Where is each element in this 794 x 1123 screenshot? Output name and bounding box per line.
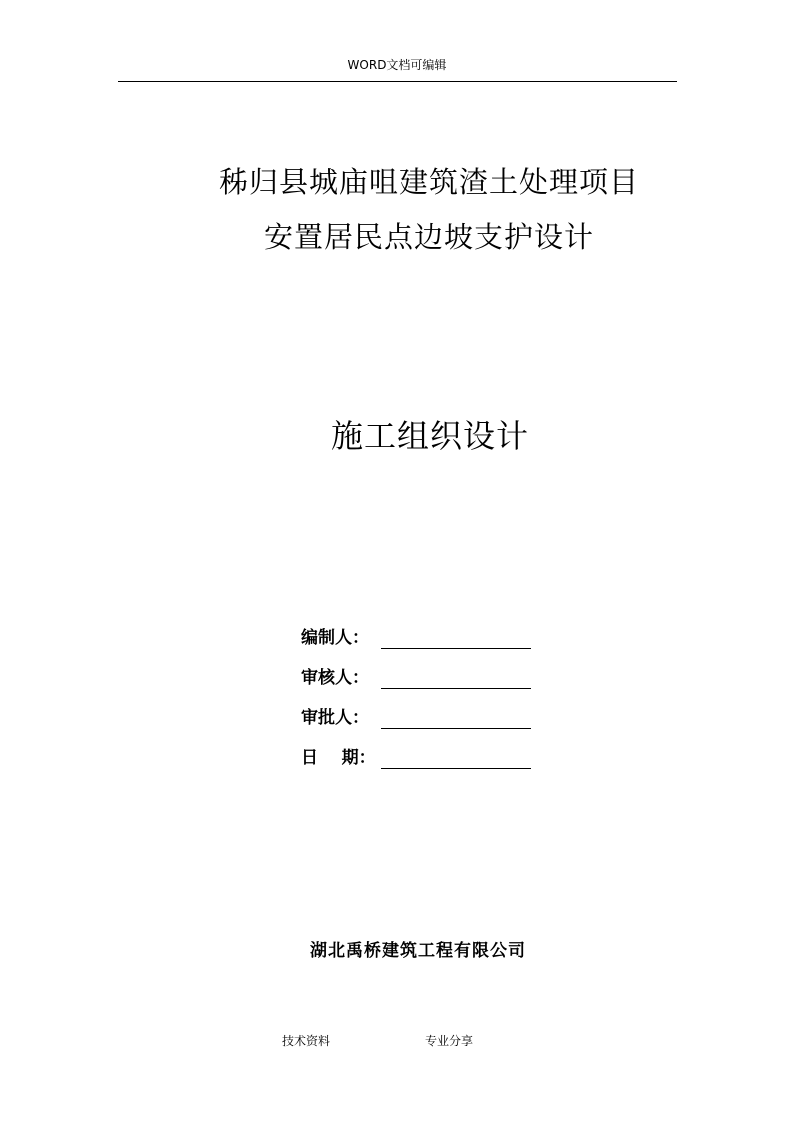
signature-label-approver: 审批人：: [301, 708, 369, 728]
signature-label-editor: 编制人：: [301, 628, 369, 648]
signature-blank-date: [381, 768, 531, 769]
document-subtitle: 施工组织设计: [330, 417, 529, 455]
signature-blank-editor: [381, 648, 531, 649]
signature-blank-approver: [381, 728, 531, 729]
company-name: 湖北禹桥建筑工程有限公司: [310, 941, 526, 961]
footer-left-text: 技术资料: [282, 1034, 331, 1048]
signature-label-date: 日 期：: [301, 748, 376, 768]
signature-label-reviewer: 审核人：: [301, 668, 369, 688]
document-title-line-2: 安置居民点边坡支护设计: [263, 220, 594, 254]
header-rule: [118, 81, 677, 82]
document-title-line-1: 秭归县城庙咀建筑渣土处理项目: [218, 165, 639, 199]
page-header-text: WORD文档可编辑: [347, 58, 447, 72]
signature-blank-reviewer: [381, 688, 531, 689]
footer-right-text: 专业分享: [425, 1034, 474, 1048]
